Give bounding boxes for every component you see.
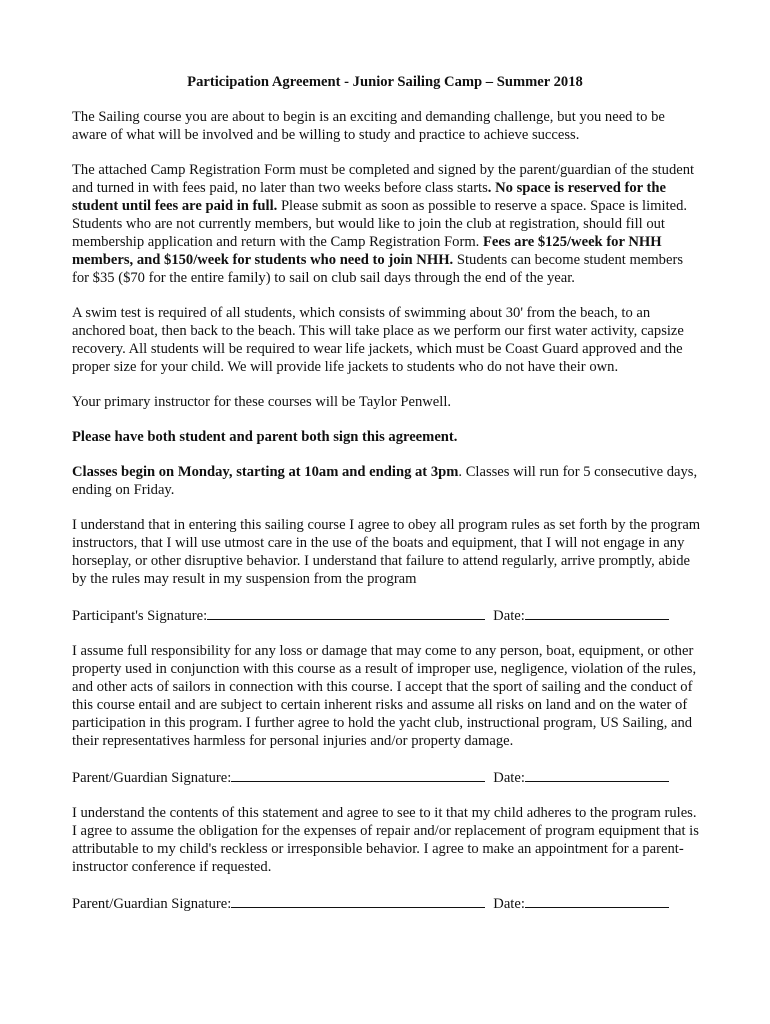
liability-statement: I assume full responsibility for any loss or damage that may come to any person, boat, equipment, or other property used in conjunction with this course as a result of improper use, negligence, violation of the rules, and other acts of sailors in connection with this course. I accept that the sport of sailing and the conduct of this course entail and are subject to certain inherent risks and assume all risks on land and on the water of participation in this program. I further agree to hold the yacht club, instructional program, US Sailing, and their representatives harmless for personal injuries and/or property damage. — [72, 643, 697, 749]
guardian-signature-row-1 — [72, 767, 702, 787]
guardian-signature-row-2 — [72, 893, 702, 913]
sign-notice — [72, 428, 702, 446]
registration-text-1: The attached Camp Registration Form must be completed and signed by the parent/guardian of the student and turned in with fees paid, no later than two weeks before class starts — [72, 162, 695, 196]
instructor-paragraph: Your primary instructor for these courses will be Taylor Penwell. — [72, 394, 452, 410]
participant-date-label: Date: — [493, 608, 525, 624]
guardian-signature-field-1[interactable] — [231, 767, 485, 782]
sign-notice-text: Please have both student and parent both sign this agreement. — [72, 429, 458, 445]
guardian-date-field-2[interactable] — [525, 893, 669, 908]
registration-text-3: Students can become student members for $35 ($70 for the entire family) to sail on club sail days through the end of the year. — [72, 252, 683, 286]
guardian-signature-label-2: Parent/Guardian Signature: — [72, 896, 232, 912]
swim-test-paragraph: A swim test is required of all students, which consists of swimming about 30' from the beach, to an anchored boat, then back to the beach. This will take place as we perform our first water activity, capsize recovery. All students will be required to wear life jackets, which must be Coast Guard approved and the proper size for your child. We will provide life jackets to students who do not have their own. — [72, 305, 684, 375]
guardian-date-label-1: Date: — [493, 770, 525, 786]
intro-paragraph: The Sailing course you are about to begin is an exciting and demanding challenge, but you need to be aware of what will be involved and be willing to study and practice to achieve success. — [72, 109, 665, 143]
classes-bold: Classes begin on Monday, starting at 10am and ending at 3pm — [72, 464, 459, 480]
document-title: Participation Agreement - Junior Sailing Camp – Summer 2018 — [187, 74, 583, 90]
registration-bold-1: . No space is reserved for the student until fees are paid in full. — [72, 180, 666, 214]
guardian-signature-field-2[interactable] — [231, 893, 485, 908]
document-body — [72, 108, 702, 930]
responsibility-statement: I understand the contents of this statement and agree to see to it that my child adheres to the program rules. I agree to assume the obligation for the expenses of repair and/or replacement of program equipment that is attributable to my child's reckless or irresponsible behavior. I agree to make an appointment for a parent-instructor conference if requested. — [72, 805, 699, 875]
participant-date-field[interactable] — [525, 605, 669, 620]
registration-text-2: Please submit as soon as possible to reserve a space. Space is limited. Students who are not currently members, but would like to join the club at registration, should fill out membership application and return with the Camp Registration Form. — [72, 198, 688, 250]
participant-signature-row — [72, 605, 702, 625]
guardian-date-field-1[interactable] — [525, 767, 669, 782]
participant-signature-field[interactable] — [207, 605, 485, 620]
guardian-signature-label-1: Parent/Guardian Signature: — [72, 770, 232, 786]
participant-statement: I understand that in entering this sailing course I agree to obey all program rules as set forth by the program instructors, that I will use utmost care in the use of the boats and equipment, that I will not engage in any horseplay, or other disruptive behavior. I understand that failure to attend regularly, arrive promptly, abide by the rules may result in my suspension from the program — [72, 517, 701, 587]
guardian-date-label-2: Date: — [493, 896, 525, 912]
classes-rest: . Classes will run for 5 consecutive days, ending on Friday. — [72, 464, 698, 498]
registration-fees: Fees are $125/week for NHH members, and $150/week for students who need to join NHH. — [72, 234, 662, 268]
registration-paragraph — [72, 161, 702, 287]
classes-paragraph — [72, 463, 702, 499]
participant-signature-label: Participant's Signature: — [72, 608, 208, 624]
